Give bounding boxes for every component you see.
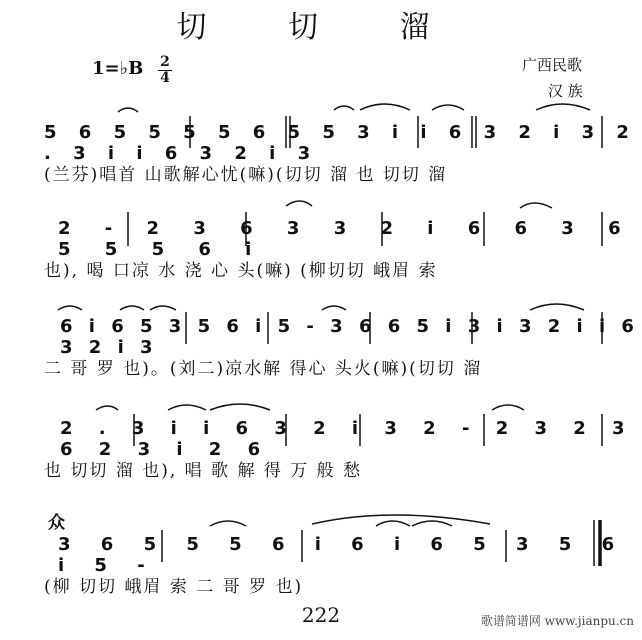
chorus-label: 众 [48,513,65,533]
notation-line [0,118,642,164]
notation-text: 3 6 5 5 5 6 i 6 i 6 5 3 5 6 i 5 - [58,534,627,576]
lyric-line: (兰芬)唱首 山歌解心忧(嘛)(切切 溜 也 切切 溜 [44,165,448,185]
notation-text: 5 6 5 5 5 5 6 5 5 3 i i 6 3 2 i 3 2 . 3 i i 6 3 2 i 3 [44,122,637,164]
time-signature [158,56,172,85]
lyric-line: (柳 切切 峨眉 索 二 哥 罗 也) [44,577,304,597]
notation-line [0,414,642,460]
notation-line [0,312,642,358]
notation-line [0,530,642,576]
lyric-line: 也 切切 溜 也), 唱 歌 解 得 万 般 愁 [44,461,363,481]
watermark: 歌谱简谱网 www.jianpu.cn [480,614,634,628]
time-signature-bottom: 4 [160,70,170,86]
notation-text: 2 - 2 3 6 3 3 2 i 6 6 3 6 5 5 5 6 i [58,218,635,260]
lyric-line: 二 哥 罗 也)。(刘二)凉水解 得心 头火(嘛)(切切 溜 [44,359,483,379]
song-title: 切 切 溜 [176,10,466,45]
song-origin: 广西民歌 [522,56,583,74]
page-number: 222 [301,603,341,627]
key-signature: 1=♭B [92,58,144,79]
notation-line [0,214,642,260]
song-ethnicity: 汉 族 [548,82,583,100]
time-signature-top: 2 [160,54,170,70]
lyric-line: 也), 喝 口凉 水 浇 心 头(嘛) (柳切切 峨眉 索 [44,261,438,281]
notation-text: 6 i 6 5 3 5 6 i 5 - 3 6 6 5 i 3 i 3 2 i i 6 3 2 i 3 [60,316,639,358]
notation-text: 2 . 3 i i 6 3 2 i 3 2 - 2 3 2 3 6 2 3 i 2 6 [60,418,635,460]
